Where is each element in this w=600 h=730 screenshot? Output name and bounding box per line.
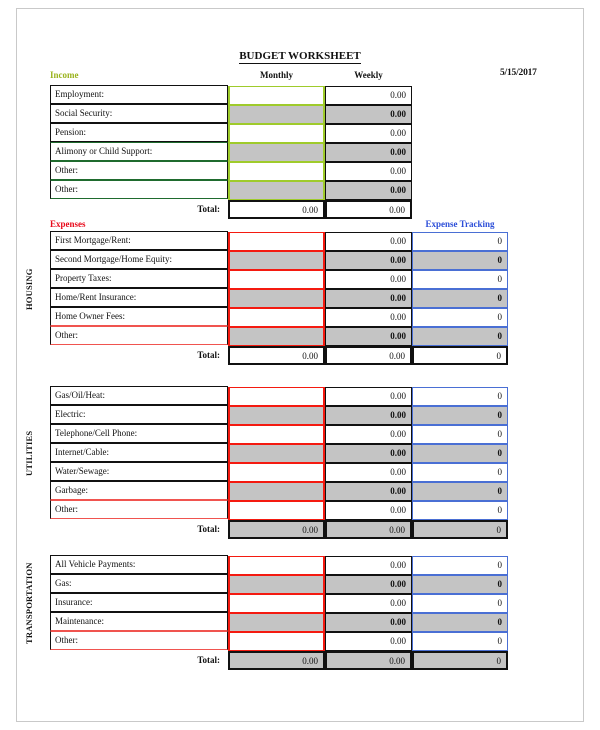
page-title <box>0 50 600 62</box>
weekly-column-header: Weekly <box>354 70 383 80</box>
row-label: Maintenance: <box>50 612 228 631</box>
income-header-label: Income <box>50 70 79 80</box>
weekly-value-utilities-2: 0.00 <box>325 425 412 444</box>
tracking-input-housing-2[interactable]: 0 <box>412 270 508 289</box>
weekly-value-income-5: 0.00 <box>325 181 412 200</box>
row-label: Gas/Oil/Heat: <box>50 386 228 405</box>
weekly-value-utilities-3: 0.00 <box>325 444 412 463</box>
weekly-value-utilities-4: 0.00 <box>325 463 412 482</box>
tracking-input-utilities-6[interactable]: 0 <box>412 501 508 520</box>
weekly-value-housing-1: 0.00 <box>325 251 412 270</box>
weekly-value-utilities-5: 0.00 <box>325 482 412 501</box>
tracking-input-utilities-0[interactable]: 0 <box>412 387 508 406</box>
row-label: Other: <box>50 500 228 519</box>
weekly-value-utilities-1: 0.00 <box>325 406 412 425</box>
section-side-label-utilities: UTILITIES <box>24 430 34 477</box>
weekly-value-housing-0: 0.00 <box>325 232 412 251</box>
total-weekly-income: 0.00 <box>325 200 412 219</box>
weekly-value-transportation-0: 0.00 <box>325 556 412 575</box>
monthly-input-housing-5[interactable] <box>228 327 325 346</box>
weekly-value-income-3: 0.00 <box>325 143 412 162</box>
monthly-input-utilities-5[interactable] <box>228 482 325 501</box>
tracking-input-housing-5[interactable]: 0 <box>412 327 508 346</box>
weekly-value-housing-2: 0.00 <box>325 270 412 289</box>
monthly-input-income-3[interactable] <box>228 143 325 162</box>
total-label: Total: <box>197 655 220 665</box>
monthly-input-transportation-4[interactable] <box>228 632 325 651</box>
tracking-input-housing-4[interactable]: 0 <box>412 308 508 327</box>
total-weekly-transportation: 0.00 <box>325 651 412 670</box>
row-label: Telephone/Cell Phone: <box>50 424 228 443</box>
monthly-input-utilities-4[interactable] <box>228 463 325 482</box>
monthly-input-transportation-2[interactable] <box>228 594 325 613</box>
total-label: Total: <box>197 204 220 214</box>
total-label: Total: <box>197 524 220 534</box>
row-label: Social Security: <box>50 104 228 123</box>
tracking-input-transportation-4[interactable]: 0 <box>412 632 508 651</box>
weekly-value-utilities-0: 0.00 <box>325 387 412 406</box>
row-label: Other: <box>50 161 228 180</box>
total-weekly-housing: 0.00 <box>325 346 412 365</box>
monthly-input-housing-1[interactable] <box>228 251 325 270</box>
page-title-text: BUDGET WORKSHEET <box>239 50 361 62</box>
row-label: Water/Sewage: <box>50 462 228 481</box>
monthly-input-housing-2[interactable] <box>228 270 325 289</box>
monthly-input-utilities-3[interactable] <box>228 444 325 463</box>
weekly-value-income-0: 0.00 <box>325 86 412 105</box>
tracking-input-housing-3[interactable]: 0 <box>412 289 508 308</box>
tracking-input-transportation-2[interactable]: 0 <box>412 594 508 613</box>
row-label: Internet/Cable: <box>50 443 228 462</box>
monthly-input-income-1[interactable] <box>228 105 325 124</box>
total-weekly-utilities: 0.00 <box>325 520 412 539</box>
monthly-input-transportation-3[interactable] <box>228 613 325 632</box>
tracking-input-utilities-2[interactable]: 0 <box>412 425 508 444</box>
document-date: 5/15/2017 <box>500 68 537 78</box>
monthly-input-utilities-2[interactable] <box>228 425 325 444</box>
monthly-input-housing-3[interactable] <box>228 289 325 308</box>
section-side-label-transportation: TRANSPORTATION <box>24 562 34 645</box>
weekly-value-income-1: 0.00 <box>325 105 412 124</box>
monthly-column-header: Monthly <box>259 70 293 80</box>
monthly-input-income-0[interactable] <box>228 86 325 105</box>
tracking-input-housing-0[interactable]: 0 <box>412 232 508 251</box>
monthly-input-housing-4[interactable] <box>228 308 325 327</box>
monthly-input-utilities-1[interactable] <box>228 406 325 425</box>
total-monthly-utilities: 0.00 <box>228 520 325 539</box>
weekly-value-housing-4: 0.00 <box>325 308 412 327</box>
tracking-input-housing-1[interactable]: 0 <box>412 251 508 270</box>
weekly-value-utilities-6: 0.00 <box>325 501 412 520</box>
expense-tracking-column-header: Expense Tracking <box>425 219 495 229</box>
row-label: Alimony or Child Support: <box>50 142 228 161</box>
total-tracking-transportation: 0 <box>412 651 508 670</box>
tracking-input-transportation-3[interactable]: 0 <box>412 613 508 632</box>
row-label: Employment: <box>50 85 228 104</box>
weekly-value-transportation-2: 0.00 <box>325 594 412 613</box>
total-label: Total: <box>197 350 220 360</box>
tracking-input-transportation-0[interactable]: 0 <box>412 556 508 575</box>
tracking-input-utilities-5[interactable]: 0 <box>412 482 508 501</box>
weekly-value-housing-5: 0.00 <box>325 327 412 346</box>
total-tracking-utilities: 0 <box>412 520 508 539</box>
row-label: Gas: <box>50 574 228 593</box>
monthly-input-income-5[interactable] <box>228 181 325 200</box>
weekly-value-income-4: 0.00 <box>325 162 412 181</box>
row-label: Property Taxes: <box>50 269 228 288</box>
monthly-input-transportation-0[interactable] <box>228 556 325 575</box>
monthly-input-income-4[interactable] <box>228 162 325 181</box>
row-label: Other: <box>50 180 228 199</box>
weekly-value-transportation-4: 0.00 <box>325 632 412 651</box>
monthly-input-income-2[interactable] <box>228 124 325 143</box>
row-label: Other: <box>50 631 228 650</box>
total-monthly-housing: 0.00 <box>228 346 325 365</box>
row-label: All Vehicle Payments: <box>50 555 228 574</box>
monthly-input-utilities-6[interactable] <box>228 501 325 520</box>
row-label: First Mortgage/Rent: <box>50 231 228 250</box>
tracking-input-utilities-1[interactable]: 0 <box>412 406 508 425</box>
row-label: Home Owner Fees: <box>50 307 228 326</box>
expenses-header-label: Expenses <box>50 219 86 229</box>
tracking-input-transportation-1[interactable]: 0 <box>412 575 508 594</box>
section-side-label-housing: HOUSING <box>24 268 34 310</box>
tracking-input-utilities-3[interactable]: 0 <box>412 444 508 463</box>
weekly-value-transportation-1: 0.00 <box>325 575 412 594</box>
row-label: Insurance: <box>50 593 228 612</box>
row-label: Garbage: <box>50 481 228 500</box>
monthly-input-transportation-1[interactable] <box>228 575 325 594</box>
tracking-input-utilities-4[interactable]: 0 <box>412 463 508 482</box>
row-label: Electric: <box>50 405 228 424</box>
weekly-value-housing-3: 0.00 <box>325 289 412 308</box>
row-label: Second Mortgage/Home Equity: <box>50 250 228 269</box>
row-label: Pension: <box>50 123 228 142</box>
weekly-value-income-2: 0.00 <box>325 124 412 143</box>
total-tracking-housing: 0 <box>412 346 508 365</box>
row-label: Home/Rent Insurance: <box>50 288 228 307</box>
monthly-input-housing-0[interactable] <box>228 232 325 251</box>
row-label: Other: <box>50 326 228 345</box>
weekly-value-transportation-3: 0.00 <box>325 613 412 632</box>
total-monthly-income: 0.00 <box>228 200 325 219</box>
total-monthly-transportation: 0.00 <box>228 651 325 670</box>
monthly-input-utilities-0[interactable] <box>228 387 325 406</box>
